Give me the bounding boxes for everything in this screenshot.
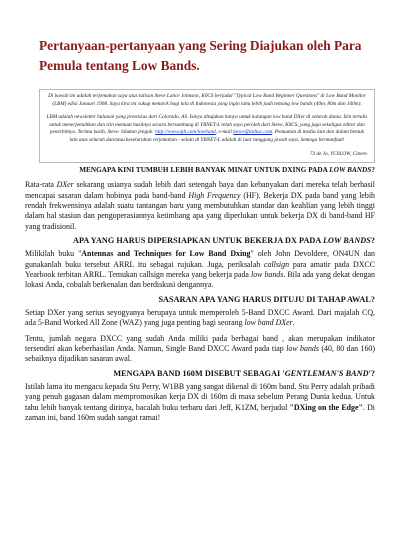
text: Istilah lama itu mengacu kepada Stu Perry, W1BB yang sangat dikenal di 160m band. Stu Perry adalah pribadi yang penuh gagasan dalam mempromosikan kerja DX di 160m di masa sebelum Perang Dunia kedua. Untuk tahu lebih banyak tentang dirinya, bacalah buku terbaru dari Jeff, K1ZM, berjudul — [25, 381, 375, 412]
editor-email-link[interactable]: lance@ktdiac.com — [233, 129, 273, 136]
document-page — [0, 36, 400, 554]
text: Milikilah buku " — [25, 249, 82, 259]
section-paragraph-gentlemans-band — [25, 382, 375, 424]
emphasis: low band DXer — [244, 318, 293, 328]
section-paragraph-preparation — [25, 249, 375, 291]
book-title: Antennas and Techniques for Low Band Dxing — [81, 249, 251, 259]
text: Rata-rata — [25, 180, 57, 190]
section-paragraph-initial-target-1 — [25, 308, 375, 329]
text: . — [292, 318, 295, 328]
heading-suffix: ? — [371, 166, 375, 175]
heading-emphasis: LOW BANDS — [329, 166, 372, 175]
text: " oleh John Devoldere, ON4UN dan gunakanlah buku tersebut ARRL itu sebagai rujukan. Juga, periksalah — [25, 249, 375, 269]
translator-note-text-c: . Pemuatan di media lain dan dalam bentuk lain atas seluruh dan/atau keseluruhan terjemahan - selain di YBNET-L adalah di luar tanggung jawab saya. Semoga bermanfaat! — [69, 129, 365, 143]
emphasis: DXer — [56, 180, 74, 190]
heading-text: MENGAPA KINI TUMBUH LEBIH BANYAK MINAT UNTUK DXING PADA — [79, 166, 330, 175]
translator-note-text-a: LBM adalah newsletter bulanan yang prestisius dari Colorado, AS. Isinya ditujukan hanya untuk kalangan low band DXer di seluruh dunia. Izin tertulis untuk menerjemahkan dan izin memuat hasilnya secara bersambung di YBNET-L telah saya peroleh dari Steve, K0CS, yang juga sekaligus editor dan penerbitnya. Terima kasih, Steve. Silakan jenguk: — [46, 114, 368, 136]
text: . Bila ada yang dekat dengan lokasi Anda, cobalah berkenalan dan berdiskusi dengannya. — [25, 270, 375, 290]
book-title: "DXing on the Edge" — [289, 402, 363, 412]
text: (HF). Bekerja DX pada band yang lebih rendah frekwensinya adalah suatu tantangan baru yang membutuhkan standar dan keahlian yang lebih tinggi dalam hal stasiun dan pengoperasiannya ketimbang apa yang diperlukan untuk bekerja DX di band-band HF yang tradisionil. — [25, 190, 376, 231]
emphasis: High Frequency — [188, 190, 241, 200]
translator-note-paragraph-2 — [46, 114, 368, 144]
emphasis: low bands — [251, 270, 284, 279]
article-title-line-2: Pemula tentang Low Bands. — [39, 58, 200, 73]
heading-emphasis: GENTLEMAN'S BAND — [284, 368, 369, 378]
section-heading-gentlemans-band — [25, 368, 375, 379]
translator-note-paragraph-1: Di bawah ini adalah terjemahan saya atas tulisan Steve Lance Johnson, K0CS berjudul "Typical Low Band Beginner Questions" di Low Band Monitor (LBM) edisi Januari 1998. Saya kira ini cukup menarik bagi kita di Indonesia yang ingin tahu lebih jauh tentang low bands (40m, 80m dan 160m). — [48, 93, 366, 107]
section-heading-why-interest — [25, 166, 375, 175]
section-heading-initial-target: SASARAN APA YANG HARUS DITUJU DI TAHAP AWAL? — [158, 294, 375, 304]
section-heading-preparation — [25, 235, 375, 246]
section-paragraph-initial-target-2 — [25, 334, 375, 365]
text: Setiap DXer yang serius seyogyanya berupaya untuk memperoleh 5-Band DXCC Award. Dari majalah CQ, ada 5-Band Worked All Zone (WAZ) yang juga penting bagi seorang — [25, 307, 375, 328]
text: Tentu, jumlah negara DXCC yang sudah Anda miliki pada berbagai band , akan merupakan indikator tersendiri akan keberhasilan Anda. Namun, Single Band DXCC Award pada tiap — [25, 333, 375, 354]
heading-suffix: '? — [368, 368, 375, 378]
text: para amatir pada DXCC Yearbook terbitan ARRL. Temukan callsign mereka yang bekerja pada — [25, 259, 375, 279]
translator-note-box — [39, 89, 375, 163]
translator-note-text-b: , e-mail — [215, 129, 232, 136]
article-title-line-1: Pertanyaan-pertanyaan yang Sering Diajukan oleh Para — [39, 38, 362, 53]
article-title — [39, 36, 375, 76]
emphasis: low bands — [286, 344, 319, 354]
lowband-website-link[interactable]: http://www.qth.com/lowband — [155, 129, 216, 136]
text: . Di zaman ini, band 160m sudah sangat ramai! — [25, 402, 375, 423]
heading-suffix: ? — [370, 236, 375, 246]
heading-text: APA YANG HARUS DIPERSIAPKAN UNTUK BEKERJA DX PADA — [73, 236, 323, 246]
translator-signature: 73 de Jo, YC0LOW, Cinere. — [309, 150, 368, 157]
text: (40, 80 dan 160) sebaiknya dijadikan sasaran awal. — [25, 344, 375, 364]
section-paragraph-why-interest — [25, 180, 375, 232]
heading-emphasis: LOW BANDS — [323, 236, 371, 246]
emphasis: callsign — [264, 259, 290, 269]
heading-text: MENGAPA BAND 160M DISEBUT SEBAGAI ' — [113, 368, 285, 378]
text: sekarang usianya sudah lebih dari setengah baya dan kebanyakan dari mereka telah berhasil mencapai sasaran dalam hobinya pada band-band — [25, 180, 375, 200]
